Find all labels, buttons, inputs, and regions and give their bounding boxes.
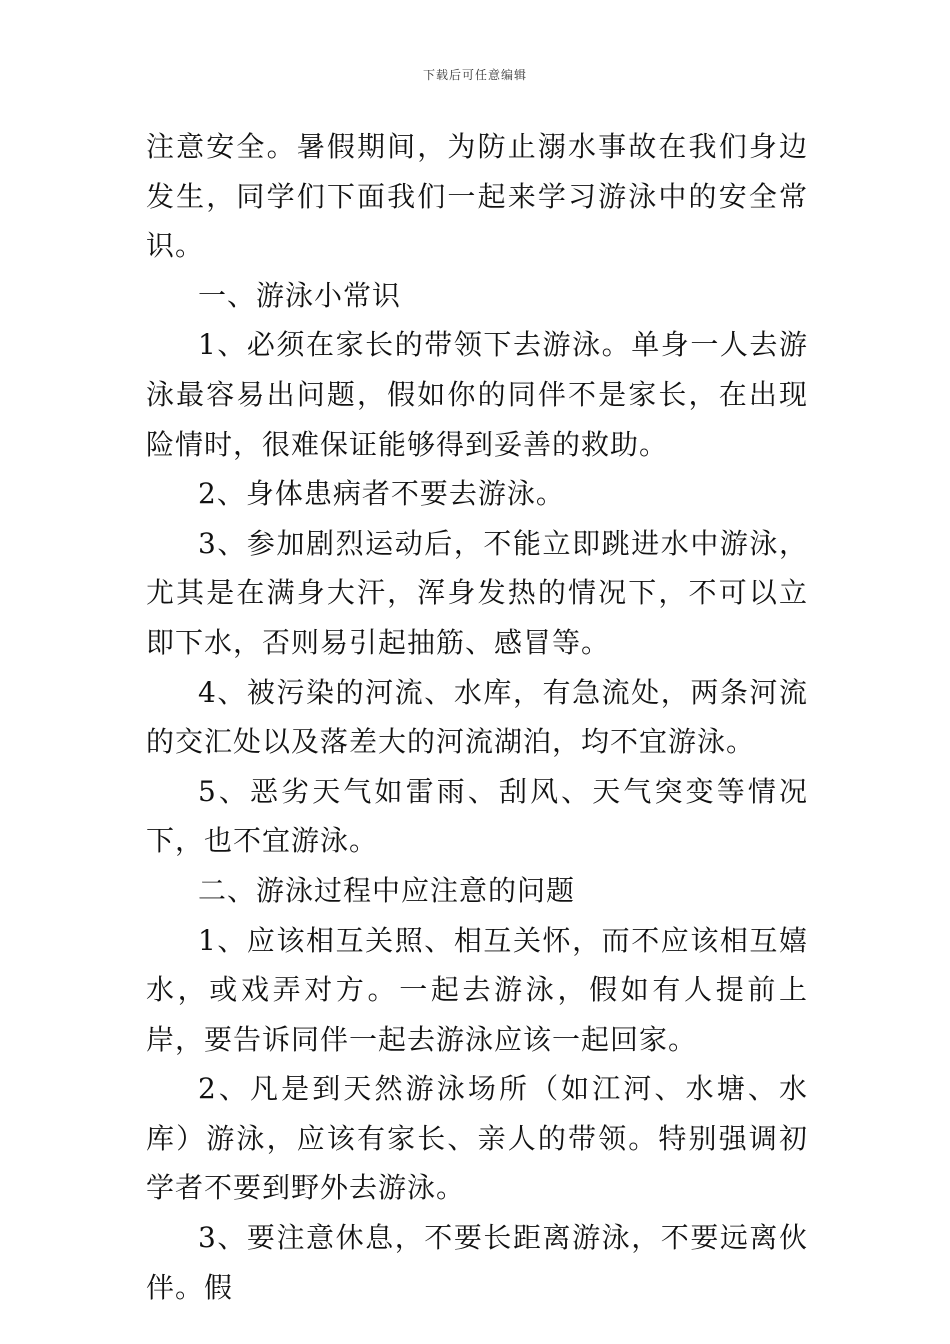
section-heading-swimming-issues: 二、游泳过程中应注意的问题	[198, 873, 576, 907]
document-body	[146, 122, 808, 1312]
paragraph-issue-3: 3、要注意休息，不要长距离游泳，不要远离伙伴。假	[146, 1221, 808, 1304]
paragraph-intro: 注意安全。暑假期间，为防止溺水事故在我们身边发生，同学们下面我们一起来学习游泳中的安全常识。	[146, 130, 808, 263]
paragraph-tip-1: 1、必须在家长的带领下去游泳。单身一人去游泳最容易出问题，假如你的同伴不是家长，在出现险情时，很难保证能够得到妥善的救助。	[146, 328, 808, 461]
paragraph-tip-5: 5、恶劣天气如雷雨、刮风、天气突变等情况下，也不宜游泳。	[146, 774, 808, 858]
section-heading-swimming-tips: 一、游泳小常识	[198, 278, 402, 312]
paragraph-issue-1: 1、应该相互关照、相互关怀，而不应该相互嬉水，或戏弄对方。一起去游泳，假如有人提前上岸，要告诉同伴一起去游泳应该一起回家。	[146, 923, 808, 1056]
paragraph-tip-3: 3、参加剧烈运动后，不能立即跳进水中游泳，尤其是在满身大汗，浑身发热的情况下，不可以立即下水，否则易引起抽筋、感冒等。	[146, 526, 808, 659]
paragraph-tip-4: 4、被污染的河流、水库，有急流处，两条河流的交汇处以及落差大的河流湖泊，均不宜游泳。	[146, 675, 808, 759]
paragraph-issue-2: 2、凡是到天然游泳场所（如江河、水塘、水库）游泳，应该有家长、亲人的带领。特别强调初学者不要到野外去游泳。	[146, 1072, 808, 1205]
paragraph-tip-2: 2、身体患病者不要去游泳。	[198, 477, 565, 511]
page-header: 下载后可任意编辑	[422, 68, 527, 82]
